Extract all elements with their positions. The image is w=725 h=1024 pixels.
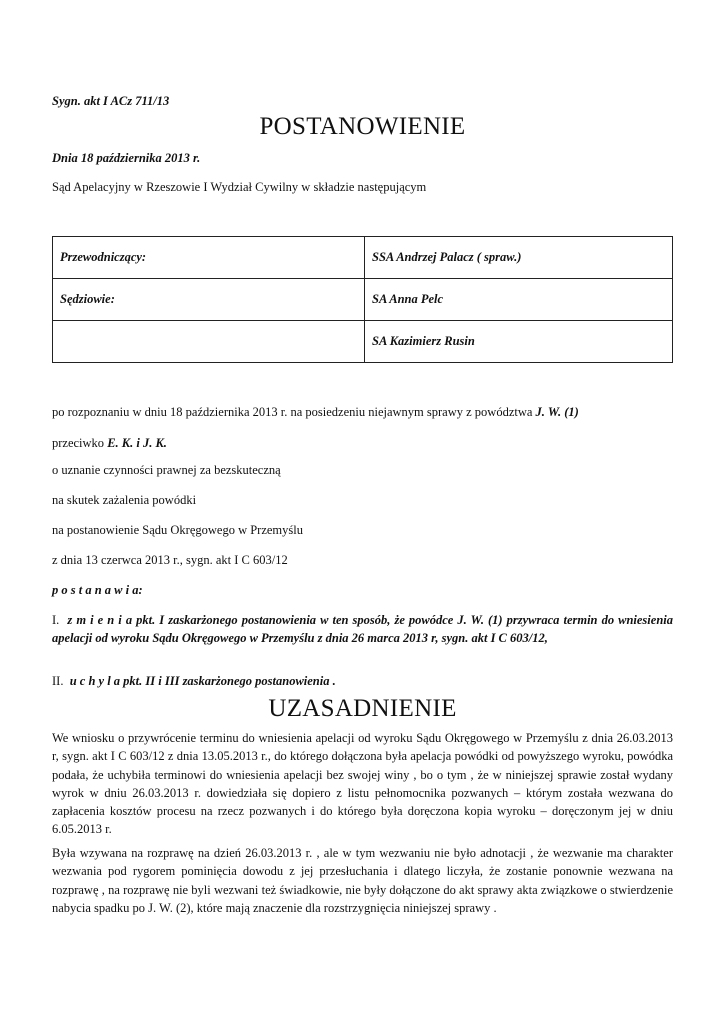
defendants-line [52,436,167,451]
plaintiff-name: J. W. (1) [535,405,579,419]
bench-judge-name: SA Kazimierz Rusin [365,321,673,363]
resolves-line: p o s t a n a w i a: [52,583,143,597]
justification-paragraph-1: We wniosku o przywrócenie terminu do wniesienia apelacji od wyroku Sądu Okręgowego w Przemyślu z dnia 26.03.2013 r, sygn. akt I C 603/12 z dnia 13.05.2013 r., do którego dołączona była apelacja powódki od powyższego wyroku, powódka podała, że uchybiła terminowi do wniesienia apelacji bez swojej winy , bo o tym , że w niniejszej sprawie został wydany wyrok w dniu 26.03.2013 r. dowiedziała się dopiero z listu pełnomocnika pozwanych – którym została wezwana do zapłacenia kosztów procesu na rzecz pozwanych i do którego była doręczona kopia wyroku – doręczonym jej w dniu 6.05.2013 r. [52,731,673,837]
justification-paragraph-2: Była wzywana na rozprawę na dzień 26.03.2013 r. , ale w tym wezwaniu nie było adnotacji , że wezwanie ma charakter wezwania pod rygorem pominięcia dowodu z jej przesłuchania i dlatego liczyła, że zostanie ponownie wezwana na rozprawę , na rozprawę nie byli wezwani też świadkowie, nie były dołączone do akt sprawy akta związkowe o stwierdzenie nabycia spadku po J. W. (2), które mają znaczenie dla rozstrzygnięcia niniejszej sprawy . [52,846,673,915]
decision-point-2 [52,672,673,690]
bench-role: Przewodniczący: [53,237,365,279]
bench-table [52,236,673,363]
appeal-line: na skutek zażalenia powódki [52,493,197,507]
bench-row [53,237,673,279]
bench-role [53,321,365,363]
defendants-names: E. K. i J. K. [107,436,167,450]
bench-role: Sędziowie: [53,279,365,321]
decision-point-1 [52,611,673,648]
bench-row [53,279,673,321]
against-text: przeciwko [52,436,105,450]
bench-row [53,321,673,363]
point-text: u c h y l a pkt. II i III zaskarżonego postanowienia . [69,674,336,688]
point-number: I. [52,613,60,627]
subject-line: o uznanie czynności prawnej za bezskuteczną [52,463,281,477]
hearing-text: po rozpoznaniu w dniu 18 października 2013 r. na posiedzeniu niejawnym sprawy z powództwa [52,405,533,419]
justification-title: UZASADNIENIE [268,695,457,722]
point-number: II. [52,674,64,688]
decision-date-line: z dnia 13 czerwca 2013 r., sygn. akt I C 603/12 [52,553,288,567]
hearing-line [52,405,579,420]
bench-judge-name: SA Anna Pelc [365,279,673,321]
bench-judge-name: SSA Andrzej Palacz ( spraw.) [365,237,673,279]
court-composition-intro: Sąd Apelacyjny w Rzeszowie I Wydział Cywilny w składzie następującym [52,180,427,194]
point-text: z m i e n i a pkt. I zaskarżonego postanowienia w ten sposób, że powódce J. W. (1) przywraca termin do wniesienia apelacji od wyroku Sądu Okręgowego w Przemyślu z dnia 26 marca 2013 r, sygn. akt I C 603/12, [52,613,673,646]
decision-of-line: na postanowienie Sądu Okręgowego w Przemyślu [52,523,303,537]
case-number: Sygn. akt I ACz 711/13 [52,94,170,108]
document-date: Dnia 18 października 2013 r. [52,151,201,165]
document-title: POSTANOWIENIE [259,113,466,140]
